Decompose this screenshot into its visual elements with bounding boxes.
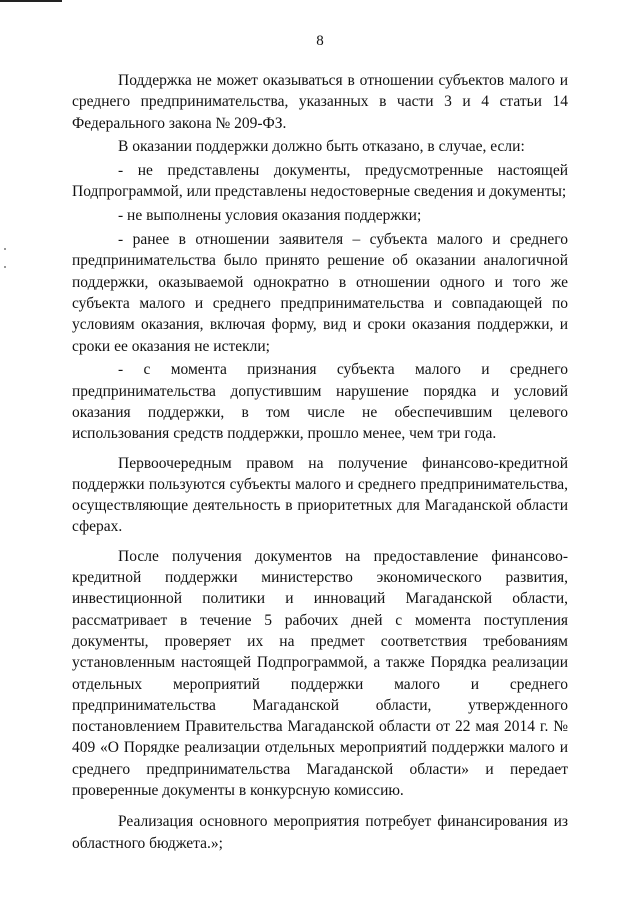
document-body <box>72 70 568 854</box>
scan-speck <box>4 266 6 268</box>
paragraph-document-review: После получения документов на предоставление финансово-кредитной поддержки министерство экономического развития, инвестиционной политики и инноваций Магаданской области, рассматривает в течение 5 рабочих дней с момента поступления документы, проверяет их на предмет соответствия требованиям установленным настоящей Подпрограммой, а также Порядка реализации отдельных мероприятий поддержки малого и среднего предпринимательства Магаданской области, утвержденного постановлением Правительства Магаданской области от 22 мая 2014 г. № 409 «О Порядке реализации отдельных мероприятий поддержки малого и среднего предпринимательства Магаданской области» и передает проверенные документы в конкурсную комиссию. <box>72 547 568 799</box>
top-edge-rule <box>0 0 62 2</box>
list-item-prior-decision: - ранее в отношении заявителя – субъекта малого и среднего предпринимательства было принято решение об оказании аналогичной поддержки, оказываемой однократно в отношении одного и того же субъекта малого и среднего предпринимательства и совпадающей по условиям оказания, включая форму, вид и сроки оказания поддержки, и сроки ее оказания не истекли; <box>72 231 568 355</box>
paragraph-support-exclusion: Поддержка не может оказываться в отношении субъектов малого и среднего предпринимательства, указанных в части 3 и 4 статьи 14 Федерального закона № 209-ФЗ. <box>72 72 568 132</box>
page-number: 8 <box>316 33 324 49</box>
paragraph-refusal-intro: В оказании поддержки должно быть отказано, в случае, если: <box>118 138 525 156</box>
scan-speck <box>4 248 6 250</box>
paragraph-priority-right: Первоочередным правом на получение финансово-кредитной поддержки пользуются субъекты малого и среднего предпринимательства, осуществляющие деятельность в приоритетных для Магаданской области сферах. <box>72 454 568 536</box>
paragraph-financing: Реализация основного мероприятия потребует финансирования из областного бюджета.»; <box>72 813 568 852</box>
list-item-documents-not-provided: - не представлены документы, предусмотренные настоящей Подпрограммой, или представлены недостоверные сведения и документы; <box>72 162 568 201</box>
list-item-violation-period: - с момента признания субъекта малого и среднего предпринимательства допустившим нарушение порядка и условий оказания поддержки, в том числе не обеспечившим целевого использования средств поддержки, прошло менее, чем три года. <box>72 361 568 443</box>
list-item-conditions-not-met: - не выполнены условия оказания поддержки; <box>118 207 422 225</box>
